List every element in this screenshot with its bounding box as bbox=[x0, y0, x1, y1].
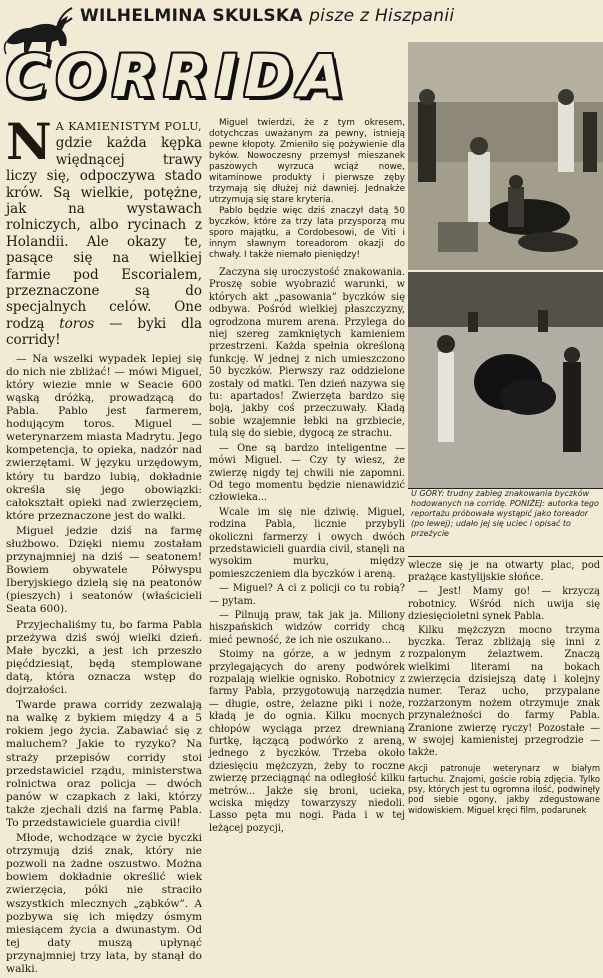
article-column-3 bbox=[408, 560, 600, 815]
paragraph: Miguel jedzie dziś na farmę służbowo. Dzięki niemu zostałam przynajmniej na dziś — seatonem! Bowiem obywatele Półwyspu Iberyjskiego dzielą się na peatonów (pieszych) i seatonów (właścicieli Seata 600). bbox=[6, 524, 202, 616]
lead-italic: toros bbox=[59, 315, 95, 332]
footnote: Akcji patronuje weterynarz w białym fartuchu. Znajomi, goście robią zdjęcia. Tylko psy, których jest tu ogromna ilość, podwinęły pod siebie ogony, jakby zdegustowane widowiskiem. Miguel kręci film, podarunek bbox=[408, 763, 600, 815]
paragraph: Przyjechaliśmy tu, bo farma Pabla przeżywa dziś swój wielki dzień. Małe byczki, a jest ich przeszło pięćdziesiąt, będą stemplowane datą, która oznacza wstęp do dojrzałości. bbox=[6, 618, 202, 697]
article-column-1 bbox=[6, 112, 203, 978]
paragraph: — Jest! Mamy go! — krzyczą robotnicy. Wśród nich uwija się dziesięcioletni synek Pabla. bbox=[408, 586, 600, 622]
lead-caps: A KAMIENISTYM POLU, bbox=[55, 120, 202, 133]
paragraph: Wcale im się nie dziwię. Miguel, rodzina Pabla, licznie przybyli okoliczni farmerzy i owych dwóch przedstawicieli guardia civil, stanęli na wysokim murku, między pomieszczeniem dla byczków i areną. bbox=[209, 506, 405, 580]
caption-rule-bottom bbox=[408, 556, 603, 557]
lead-text: gdzie każda kępka więdnącej trawy liczy się, odpoczywa stado krów. Są wielkie, potężne, jak na wystawach rolniczych, albo rycinach z Holandii. Ale okazy te, pasące się na wielkiej farmie pod Escorialem, przeznaczone są do specjalnych celów. One rodzą bbox=[6, 135, 202, 332]
paragraph: Stoimy na górze, a w jednym z przylegających do areny podwórek rozpalają wielkie ognisko. Robotnicy z farmy Pabla, przygotowują narzędzia — długie, ostre, żelazne piki i noże, kładą je do ognia. Kilku mocnych chłopów wyciąga przez drewnianą furtkę, łączącą podwórko z areną, jednego z byczków. Trzeba około dziesięciu mężczyzn, żeby to roczne zwierzę przeciągnąć na odległość kilku metrów... Jakże się broni, ucieka, wciska między towarzyszy niedoli. Lasso pęta mu nogi. Pada i w tej leżącej pozycji, bbox=[209, 649, 405, 834]
intro-box bbox=[209, 118, 405, 261]
lead-end: — byki dla corridy! bbox=[6, 315, 203, 349]
photo-caption: U GÓRY: trudny zabieg znakowania byczków hodowanych na corridę. PONIŻEJ: autorka tego reportażu próbowała wystąpić jako toreador (po lewej); udało jej się uciec i opisać to przeżycie bbox=[411, 489, 599, 538]
byline-author: WILHELMINA SKULSKA bbox=[80, 6, 303, 26]
paragraph: wlecze się je na otwarty plac, pod prażące kastylijskie słońce. bbox=[408, 560, 600, 584]
lead-paragraph bbox=[6, 112, 203, 349]
intro-paragraph: Pablo będzie więc dziś znaczył datą 50 byczków, które za trzy lata przysporzą mu sporo majątku, a Cordobesowi, de Viti i innym sławnym toreadorom okazji do chwały. I także niemało pieniędzy! bbox=[209, 206, 405, 260]
article-title: CORRIDA bbox=[6, 42, 351, 110]
paragraph: — Na wszelki wypadek lepiej się do nich nie zbliżać! — mówi Miguel, który wiezie mnie w Seacie 600 wąską dróżką, prowadzącą do Pabla. Pablo jest farmerem, hodującym toros. Miguel — weterynarzem miasta Madrytu. Jego kompetencja, to opieka, nadzór nad zwierzętami. W języku urzędowym, który tu bardzo lubią, dokładnie określa się jego obowiązki: całokształt opieki nad zwierzęciem, które przeznaczone jest do walki. bbox=[6, 352, 202, 522]
paragraph: Twarde prawa corridy zezwalają na walkę z bykiem między 4 a 5 rokiem jego życia. Zabawiać się z maluchem? Jakie to ryzyko? Na straży przepisów corridy stoi przedstawiciel rządu, ministerstwa rolnictwa oraz policja — dwóch panów w czapkach z laki, którzy także zjechali dziś na farmę Pabla. To przedstawiciele guardia civil! bbox=[6, 699, 202, 829]
drop-cap: N bbox=[6, 112, 52, 171]
byline bbox=[80, 6, 454, 26]
article-column-2 bbox=[209, 118, 405, 837]
photo-image bbox=[408, 42, 603, 270]
paragraph: Młode, wchodzące w życie byczki otrzymują dziś znak, który nie pozwoli na żadne oszustwo. Można bowiem dokładnie określić wiek zwierzęcia, póki nie straciło wszystkich mlecznych „ząbków”. A pozbywa się ich między ósmym miesiącem życia a dwunastym. Od tej daty muszą upłynąć przynajmniej trzy lata, by stanął do walki. bbox=[6, 832, 202, 975]
paragraph: — Miguel? A ci z policji co tu robią? — pytam. bbox=[209, 583, 405, 607]
intro-paragraph: Miguel twierdzi, że z tym okresem, dotychczas uważanym za pewny, istnieją pewne kłopoty. Zmieniło się pożywienie dla byków. Nowoczesny przemysł mieszanek paszowych wyrzuca wciąż nowe, witaminowe produkty i pierwsze zęby trzymają się dłużej niż dawniej. Jednakże utrzymują się stare kryteria. bbox=[209, 118, 405, 205]
title-block bbox=[6, 40, 401, 112]
paragraph: Kilku mężczyzn mocno trzyma byczka. Teraz zbliżają się inni z rozpalonym żelaztwem. Znaczą wielkimi literami na bokach zwierzęcia dzisiejszą datę i kolejny numer. Teraz ucho, przypalane rozżarzonym nożem otrzymuje znak przynależności do farmy Pabla. Zranione zwierzę ryczy! Pozostałe — w swojej kamienistej przegrodzie — także. bbox=[408, 625, 600, 759]
paragraph: — One są bardzo inteligentne — mówi Miguel. — Czy ty wiesz, że zwierzę nigdy tej chwili nie zapomni. Od tego momentu będzie nienawidzić człowieka... bbox=[209, 442, 405, 504]
byline-location: pisze z Hiszpanii bbox=[309, 6, 455, 26]
paragraph: — Pilnują praw, tak jak ja. Miliony hiszpańskich widzów corridy chcą mieć pewność, że ich nie oszukano... bbox=[209, 609, 405, 646]
photo-author-toreador bbox=[408, 272, 603, 488]
paragraph: Zaczyna się uroczystość znakowania. Proszę sobie wyobrazić warunki, w których akt „pasowania” byczków się odbywa. Pośród wielkiej płaszczyzny, ogrodzona murem arena. Przylega do niej szereg zamkniętych kamieniem przestrzeni. Każda spełnia określoną funkcję. W jednej z nich umieszczono 50 byczków. Pierwszy raz oddzielone zostały od matki. Ten dzień nazywa się tu: apartados! Zwierzęta bardzo się boją, jakby coś przeczuwały. Kładą sobie wzajemnie łebki na grzbiecie, tulą się do siebie, dygocą ze strachu. bbox=[209, 267, 405, 440]
photo-branding-bull bbox=[408, 42, 603, 270]
photo-image bbox=[408, 272, 603, 488]
